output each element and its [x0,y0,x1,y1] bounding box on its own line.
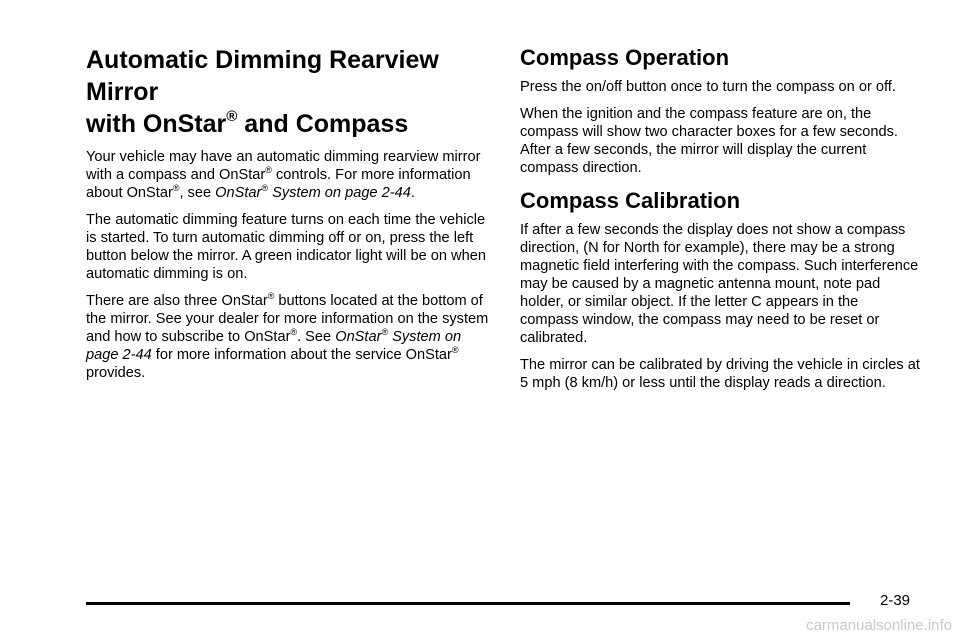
right-column [520,44,920,401]
page-number: 2-39 [880,592,911,609]
intro-paragraph: Your vehicle may have an automatic dimming rearview mirror with a compass and OnStar® controls. For more information about OnStar®, see OnStar® System on page 2-44. [86,149,481,201]
compass-calibration-p2: The mirror can be calibrated by driving the vehicle in circles at 5 mph (8 km/h) or less until the display reads a direction. [520,357,920,391]
compass-calibration-p1: If after a few seconds the display does not show a compass direction, (N for North for example), there may be a strong magnetic field interfering with the compass. Such interference may be caused by a magnetic antenna mount, note pad holder, or similar object. If the letter C appears in the compass window, the compass may need to be reset or calibrated. [520,222,919,346]
compass-calibration-heading: Compass Calibration [520,188,741,213]
onstar-reference-link-2[interactable]: OnStar® System on page 2-44 [86,327,462,363]
registered-mark: ® [226,108,238,125]
compass-operation-p1: Press the on/off button once to turn the compass on or off. [520,79,896,95]
compass-operation-heading: Compass Operation [520,45,730,70]
footer-rule [86,602,850,605]
onstar-buttons-paragraph: There are also three OnStar® buttons located at the bottom of the mirror. See your dealer for more information on the system and how to subscribe to OnStar®. See OnStar® System on page 2-44 for more information about the service OnStar® provides. [86,291,489,381]
left-column [86,44,496,391]
dimming-paragraph: The automatic dimming feature turns on each time the vehicle is started. To turn automatic dimming off or on, press the left button below the mirror. A green indicator light will be on when automatic dimming is on. [86,212,486,282]
onstar-reference-link[interactable]: OnStar® System on page 2-44 [215,183,411,201]
watermark: carmanualsonline.info [806,617,952,634]
compass-operation-p2: When the ignition and the compass feature are on, the compass will show two character boxes for a few seconds. After a few seconds, the mirror will display the current compass direction. [520,106,898,176]
section-title: Automatic Dimming Rearview Mirror with OnStar® and Compass [86,46,439,138]
